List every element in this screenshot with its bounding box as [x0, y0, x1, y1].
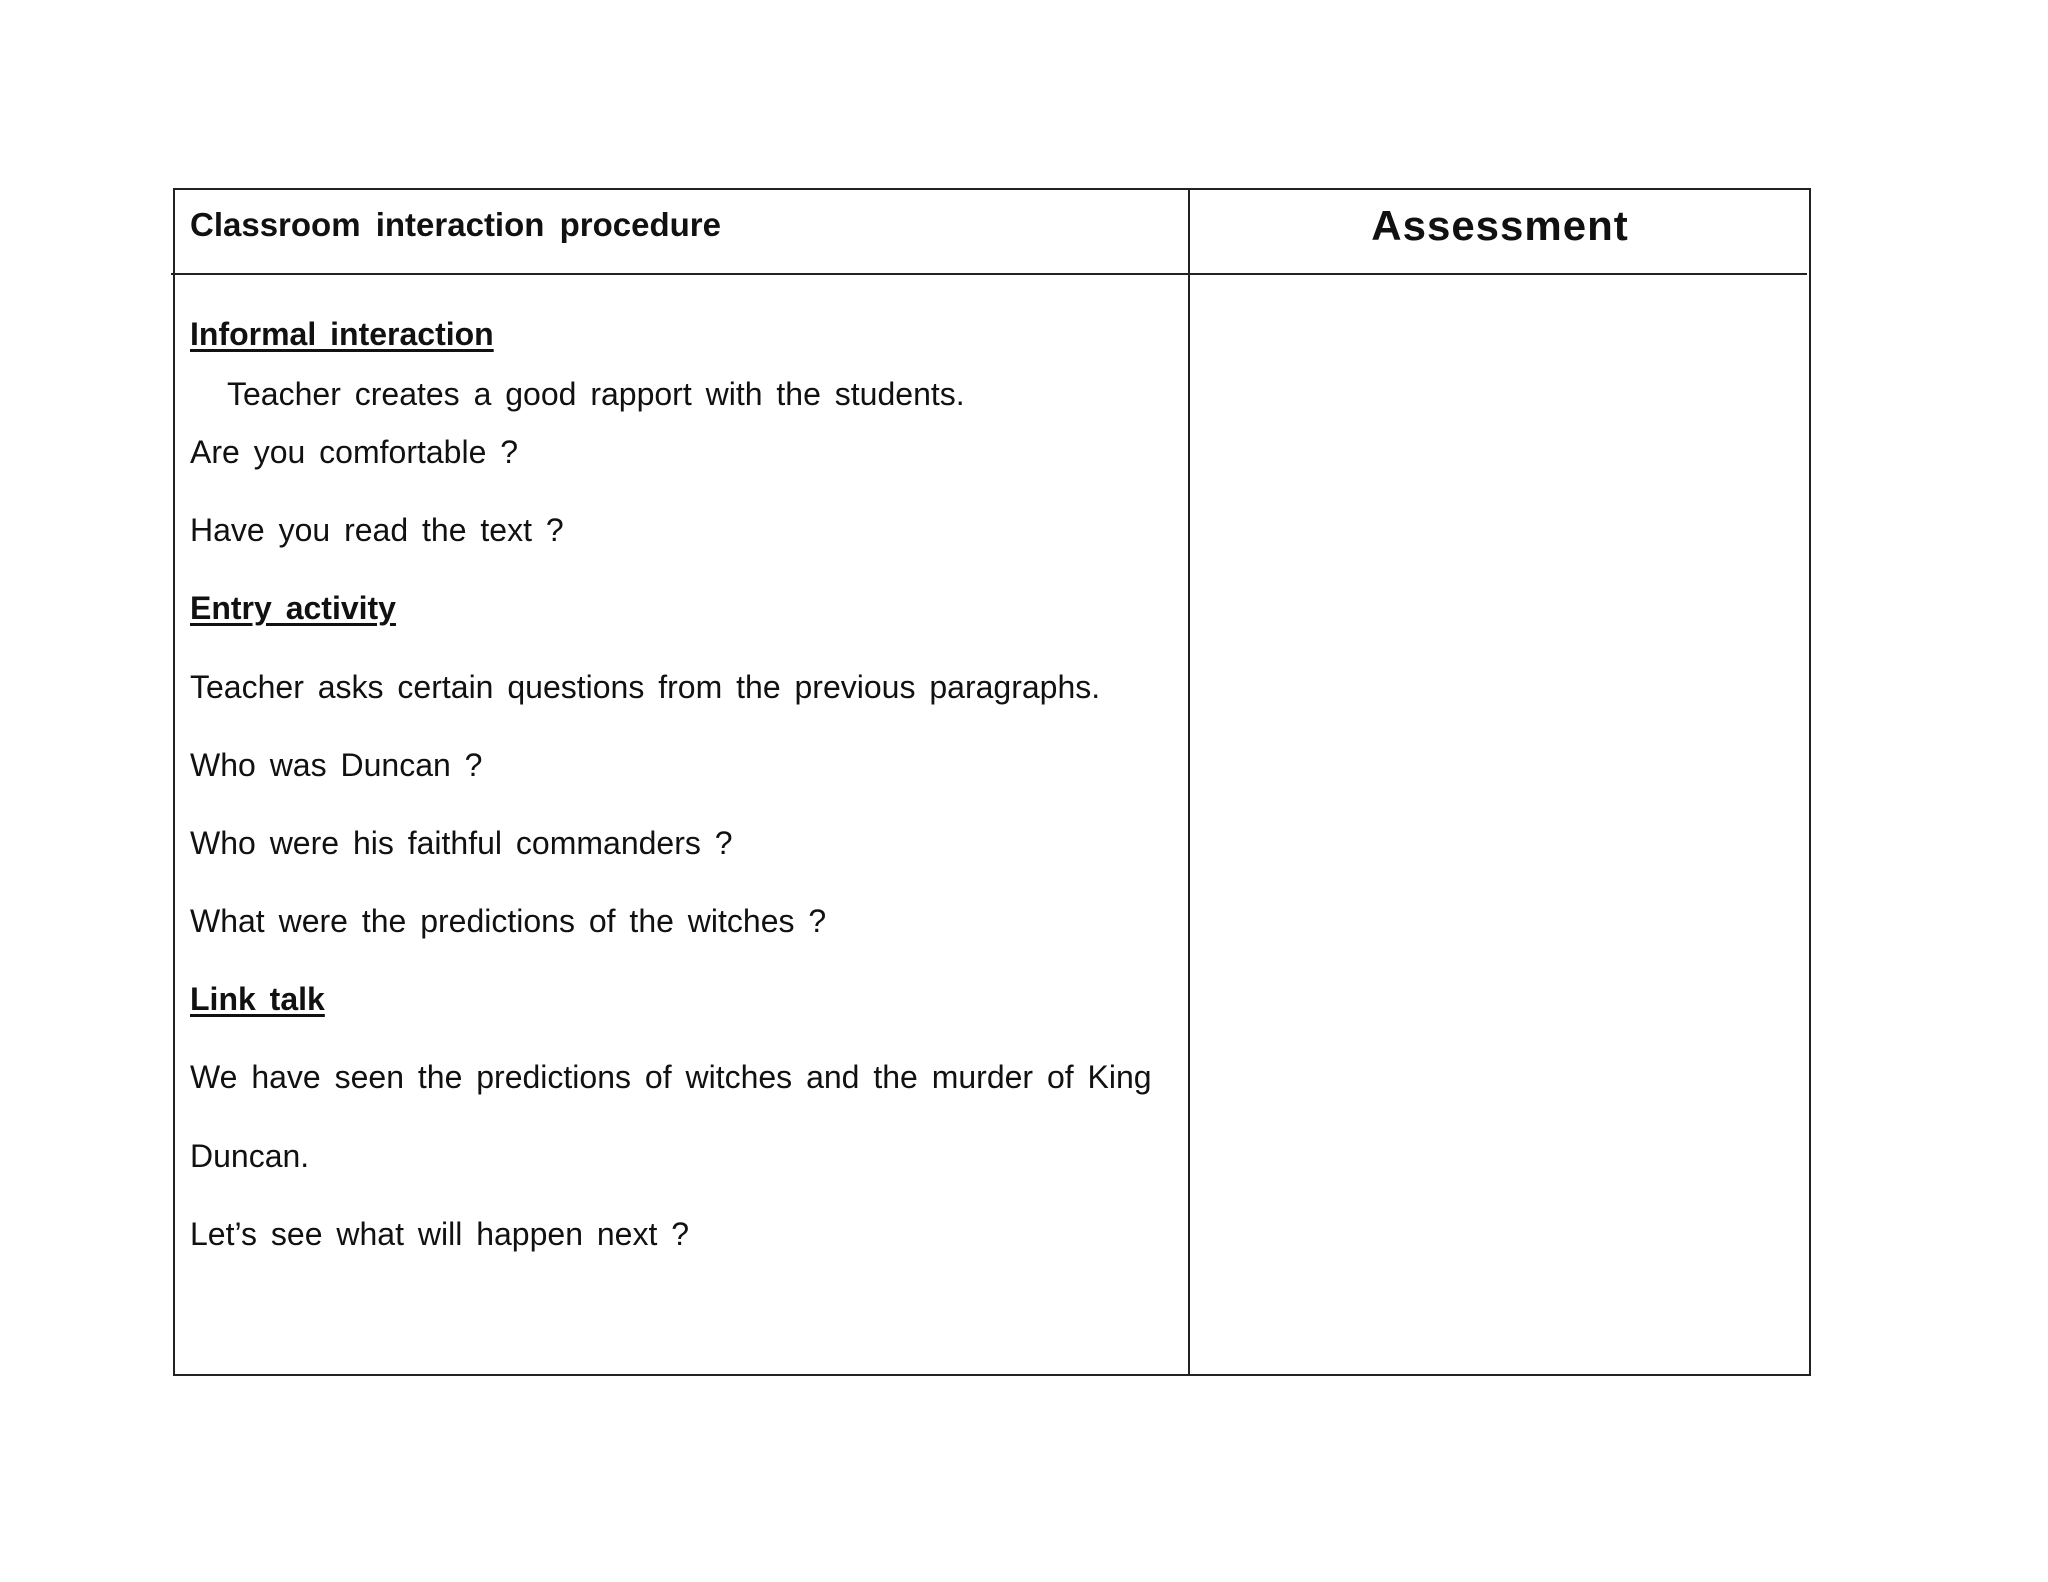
entry-activity-heading: Entry activity: [190, 590, 396, 626]
informal-interaction-text: Teacher creates a good rapport with the students.: [227, 376, 965, 412]
link-talk-text-2: Duncan.: [190, 1138, 310, 1174]
entry-question-3: What were the predictions of the witches ?: [190, 903, 827, 939]
link-talk-text-1: We have seen the predictions of witches and the murder of King: [190, 1059, 1152, 1095]
informal-question-2: Have you read the text ?: [190, 512, 564, 548]
assessment-column-header: Assessment: [1371, 202, 1629, 249]
informal-question-1: Are you comfortable ?: [190, 434, 519, 470]
assessment-cell: [1190, 275, 1809, 1374]
informal-interaction-heading: Informal interaction: [190, 316, 494, 352]
entry-question-2: Who were his faithful commanders ?: [190, 825, 733, 861]
link-talk-text-3: Let’s see what will happen next ?: [190, 1216, 690, 1252]
entry-activity-text: Teacher asks certain questions from the previous paragraphs.: [190, 669, 1101, 705]
procedure-column-header: Classroom interaction procedure: [190, 206, 721, 243]
entry-question-1: Who was Duncan ?: [190, 747, 483, 783]
link-talk-heading: Link talk: [190, 981, 325, 1017]
lesson-table: [173, 188, 1811, 1376]
